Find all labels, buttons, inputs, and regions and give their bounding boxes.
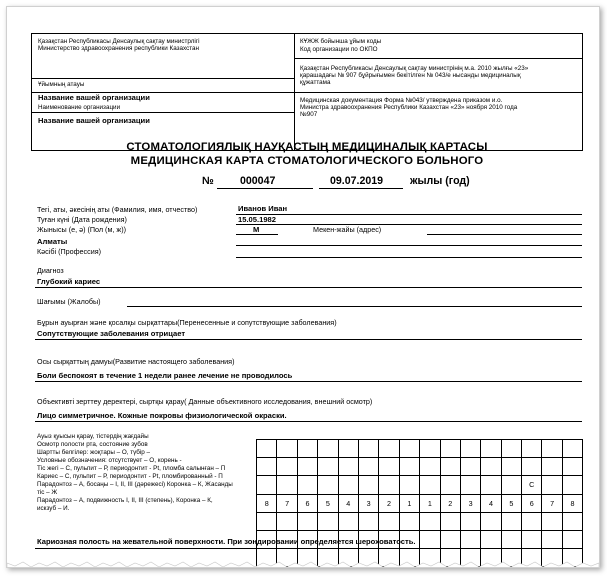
tooth-status-cell [379, 458, 399, 476]
address-label: Мекен-жайы (адрес) [313, 225, 382, 234]
fio-value: Иванов Иван [238, 204, 288, 213]
dental-grid-row [257, 458, 583, 476]
tooth-status-cell [277, 512, 297, 530]
tooth-status-cell [440, 458, 460, 476]
tooth-status-cell [420, 440, 440, 458]
tooth-status-cell [501, 512, 521, 530]
tooth-status-cell [420, 530, 440, 548]
tooth-mark-cell [562, 476, 582, 494]
tooth-number-cell: 6 [297, 494, 317, 512]
tooth-status-cell [481, 512, 501, 530]
org-name-kz-label: Ұйымның атауы [38, 81, 85, 88]
tooth-status-cell [379, 440, 399, 458]
sex-value: М [253, 225, 260, 234]
tooth-status-cell [522, 512, 542, 530]
tooth-number-cell: 5 [501, 494, 521, 512]
tooth-status-cell [522, 440, 542, 458]
tooth-number-cell: 7 [542, 494, 562, 512]
tooth-status-cell [358, 458, 378, 476]
objective-value: Лицо симметричное. Кожные покровы физиологической окраски. [37, 411, 287, 420]
address-value: Алматы [37, 237, 68, 246]
tooth-status-cell [338, 458, 358, 476]
tooth-status-cell [297, 512, 317, 530]
tooth-status-cell [542, 440, 562, 458]
tooth-number-cell: 6 [522, 494, 542, 512]
ministry-ru: Министерство здравоохранения республики Казахстан [38, 45, 200, 52]
development-value: Боли беспокоят в течение 1 недели ранее лечение не проводилось [37, 371, 293, 380]
tooth-status-cell [460, 512, 480, 530]
tooth-status-cell [257, 458, 277, 476]
tooth-mark-cell [460, 476, 480, 494]
tooth-status-cell [399, 458, 419, 476]
tooth-status-cell [562, 512, 582, 530]
tooth-status-cell [501, 440, 521, 458]
doc-kz-2: қарашадағы № 907 бұйрығымен бекітілген № 043/е нысанды медициналық [300, 72, 521, 79]
tooth-mark-cell [542, 476, 562, 494]
dental-grid-row [257, 494, 583, 512]
tooth-number-cell: 8 [562, 494, 582, 512]
diagnosis-value: Глубокий кариес [37, 277, 101, 286]
tooth-number-cell: 3 [460, 494, 480, 512]
dental-grid-row [257, 440, 583, 458]
birth-value: 15.05.1982 [238, 215, 277, 224]
tooth-status-cell [542, 512, 562, 530]
tooth-number-cell: 8 [257, 494, 277, 512]
tooth-status-cell [460, 458, 480, 476]
tooth-status-cell [257, 512, 277, 530]
tooth-status-cell [542, 530, 562, 548]
tooth-status-cell [460, 530, 480, 548]
sex-label: Жынысы (е, ә) (Пол (м, ж)) [37, 225, 126, 234]
number-sign: № [202, 175, 214, 187]
year-label: жылы (год) [410, 175, 470, 187]
card-date: 09.07.2019 [330, 175, 384, 187]
tooth-status-cell [481, 458, 501, 476]
tooth-status-cell [440, 440, 460, 458]
tooth-mark-cell [399, 476, 419, 494]
org-name-value-1: Название вашей организации [38, 93, 150, 102]
tooth-number-cell: 2 [440, 494, 460, 512]
tooth-status-cell [297, 458, 317, 476]
tooth-number-cell: 3 [358, 494, 378, 512]
tooth-status-cell [318, 458, 338, 476]
diagnosis-label: Диагноз [37, 266, 64, 275]
tooth-status-cell [562, 440, 582, 458]
tooth-status-cell [338, 512, 358, 530]
org-name-ru-label: Наименование организации [38, 104, 121, 111]
header-box [31, 33, 583, 151]
medical-card-sheet: Қазақстан Республикасы Денсаулық сақтау министрлігі Министерство здравоохранения республики Казахстан КҰЖЖ бойынша ұйым коды Код организации по ОКПО Ұйымның атауы Название вашей организации Наименование организации Название вашей организации Қазақстан Республикасы Денсаулық сақтау министрінің м.а. 2010 жылғы «23» қарашадағы № 907 бұйрығымен бекітілген № 043/е нысанды медициналық құжаттама Медицинская документация Форма №043/ утверждена приказом и.о. Министра здравоохранения Республики Казахстан «23» ноября 2010 года №907 СТОМАТОЛОГИЯЛЫҚ НАУҚАСТЫҢ МЕДИЦИНАЛЫҚ КАРТАСЫ МЕДИЦИНСКАЯ КАРТА СТОМАТОЛОГИЧЕСКОГО БОЛЬНОГО № 000047 09.07.2019 жылы (год) Тегі, аты, әкесінің аты (Фамилия, имя, отчество) Иванов Иван Туған күні (Дата рождения) 15.05.1982 Жынысы (е, ә) (Пол (м, ж)) М Мекен-жайы (адрес) Алматы Кәсібі (Профессия) Диагноз Глубокий кариес Шағымы (Жалобы) Бұрын ауырған және қосалқы сырқаттары(Перенесенные и сопутствующие заболевания) Сопутствующие заболевания отрицает Осы сырқаттың дамуы(Развитие настоящего заболевания) Боли беспокоят в течение 1 недели ранее лечение не проводилось Объективті зерттеу деректері, сыртқы қарау( Данные объективного исследования, внешний осмотр) Лицо симметричное. Кожные покровы физиологической окраски. Ауыз қуысын қарау, тістердің жағдайы Осмотр полости рта, состояние зубов Шартты белгілер: жоқтары – О, түбір – Условные обозначения: отсутствует – О, корень - Тіс жегі – С, пульпит – Р, периодонтит - Pt, пломба салынған – П Кариес – С, пульпит – Р, периодонтит - Pt, пломбированный - П Парадонтоз – А, босаңы – I, II, III (дәрежесі) Коронка – К, Жасанды тіс – Ж Парадонтоз – А, подвижность I, II, III (степень), Коронка – К, искзуб – И. С 8 7 6 5 4 3 2 1 1 2 3 4 5 6 7 8 Кариозная полость на жевательной поверхности. При зондировании определяется шероховатость. [6, 6, 600, 568]
doc-ru-1: Медицинская документация Форма №043/ утверждена приказом и.о. [300, 97, 503, 104]
doc-kz-1: Қазақстан Республикасы Денсаулық сақтау министрінің м.а. 2010 жылғы «23» [300, 65, 529, 72]
tooth-status-cell [501, 458, 521, 476]
tooth-status-cell [562, 530, 582, 548]
tooth-mark-cell [277, 476, 297, 494]
org-name-value-2: Название вашей организации [38, 116, 150, 125]
tooth-status-cell [257, 440, 277, 458]
tooth-number-cell: 1 [399, 494, 419, 512]
tooth-status-cell [277, 458, 297, 476]
doc-ru-3: №907 [300, 111, 318, 118]
past-diseases-value: Сопутствующие заболевания отрицает [37, 329, 186, 338]
tooth-number-cell: 4 [338, 494, 358, 512]
tooth-mark-cell [501, 476, 521, 494]
tooth-status-cell [318, 440, 338, 458]
tooth-status-cell [420, 512, 440, 530]
development-label: Осы сырқаттың дамуы(Развитие настоящего заболевания) [37, 357, 235, 366]
tooth-status-cell [542, 458, 562, 476]
tooth-status-cell [358, 512, 378, 530]
final-note: Кариозная полость на жевательной поверхности. При зондировании определяется шероховатость. [37, 537, 416, 546]
tooth-number-cell: 4 [481, 494, 501, 512]
tooth-number-cell: 2 [379, 494, 399, 512]
tooth-status-cell [562, 458, 582, 476]
tooth-mark-cell: С [522, 476, 542, 494]
past-diseases-label: Бұрын ауырған және қосалқы сырқаттары(Перенесенные и сопутствующие заболевания) [37, 318, 337, 327]
tooth-mark-cell [358, 476, 378, 494]
tooth-status-cell [338, 440, 358, 458]
tooth-status-cell [420, 458, 440, 476]
torn-edge [7, 559, 599, 568]
tooth-status-cell [297, 440, 317, 458]
tooth-status-cell [481, 440, 501, 458]
dental-grid-row [257, 512, 583, 530]
tooth-number-cell: 1 [420, 494, 440, 512]
tooth-status-cell [399, 440, 419, 458]
complaints-label: Шағымы (Жалобы) [37, 297, 101, 306]
okud-ru: Код организации по ОКПО [300, 46, 378, 53]
fio-label: Тегі, аты, әкесінің аты (Фамилия, имя, отчество) [37, 205, 198, 214]
tooth-status-cell [440, 512, 460, 530]
tooth-mark-cell [297, 476, 317, 494]
tooth-status-cell [358, 440, 378, 458]
title-ru: МЕДИЦИНСКАЯ КАРТА СТОМАТОЛОГИЧЕСКОГО БОЛЬНОГО [130, 155, 484, 167]
tooth-status-cell [318, 512, 338, 530]
tooth-number-cell: 7 [277, 494, 297, 512]
tooth-status-cell [277, 440, 297, 458]
doc-kz-3: құжаттама [300, 79, 331, 86]
tooth-mark-cell [338, 476, 358, 494]
tooth-status-cell [501, 530, 521, 548]
okud-kz: КҰЖЖ бойынша ұйым коды [300, 38, 382, 45]
tooth-status-cell [522, 458, 542, 476]
tooth-status-cell [522, 530, 542, 548]
tooth-status-cell [481, 530, 501, 548]
tooth-mark-cell [440, 476, 460, 494]
title-kz: СТОМАТОЛОГИЯЛЫҚ НАУҚАСТЫҢ МЕДИЦИНАЛЫҚ КАРТАСЫ [126, 141, 488, 153]
profession-label: Кәсібі (Профессия) [37, 247, 102, 256]
objective-label: Объективті зерттеу деректері, сыртқы қарау( Данные объективного исследования, внешний осмотр) [37, 397, 373, 406]
ministry-kz: Қазақстан Республикасы Денсаулық сақтау министрлігі [38, 38, 200, 45]
dental-grid-row [257, 476, 583, 494]
tooth-mark-cell [379, 476, 399, 494]
birth-label: Туған күні (Дата рождения) [37, 215, 127, 224]
tooth-status-cell [460, 440, 480, 458]
tooth-status-cell [399, 512, 419, 530]
tooth-mark-cell [481, 476, 501, 494]
doc-ru-2: Министра здравоохранения Республики Казахстан «23» ноября 2010 года [300, 104, 518, 111]
tooth-status-cell [440, 530, 460, 548]
card-number: 000047 [240, 175, 276, 187]
tooth-mark-cell [420, 476, 440, 494]
tooth-mark-cell [257, 476, 277, 494]
tooth-mark-cell [318, 476, 338, 494]
tooth-number-cell: 5 [318, 494, 338, 512]
tooth-status-cell [379, 512, 399, 530]
